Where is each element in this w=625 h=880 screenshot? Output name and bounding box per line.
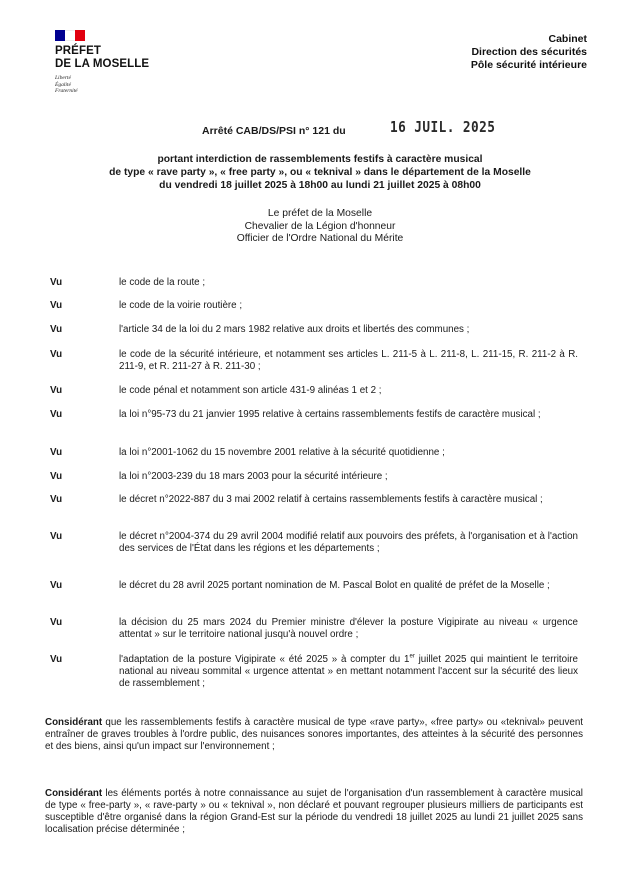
vu-label: Vu <box>50 580 63 591</box>
arrete-number: Arrêté CAB/DS/PSI n° 121 du <box>202 125 346 137</box>
visa-text: la loi n°2001-1062 du 15 novembre 2001 relative à la sécurité quotidienne ; <box>119 447 445 458</box>
visa-text: le code de la sécurité intérieure, et notamment ses articles L. 211-5 à L. 211-8, L. 211-15, R. 211-2 à R. 211-9, et R. 211-27 à R. 211-30 ; <box>119 349 578 372</box>
visa-item <box>50 277 578 289</box>
visa-item <box>50 300 578 312</box>
considerant-paragraph <box>45 717 583 753</box>
visa-text: la loi n°2003-239 du 18 mars 2003 pour la sécurité intérieure ; <box>119 471 388 482</box>
visa-item <box>50 447 578 459</box>
considerant-text: que les rassemblements festifs à caractère musical de type «rave party», «free party» ou «teknival» peuvent entraîner de graves troubles à l'ordre public, des nuisances sonores importantes, des atteintes à la sécurité des personnes et des biens, ainsi qu'un impact sur l'environnement ; <box>45 717 583 752</box>
visa-item <box>50 617 578 641</box>
visa-text-superscript: er <box>409 653 415 660</box>
visa-text-part-1: l'adaptation de la posture Vigipirate « été 2025 » à compter du 1 <box>119 654 410 665</box>
prefect-line-3: Officier de l'Ordre National du Mérite <box>236 233 404 244</box>
vu-label: Vu <box>50 385 63 396</box>
service-line-1: Cabinet <box>548 33 587 45</box>
visa-text: le code de la route ; <box>119 277 206 288</box>
republic-motto <box>55 75 149 95</box>
vu-label: Vu <box>50 494 63 505</box>
motto-egalite: Égalité <box>55 81 71 88</box>
visa-text: le code de la voirie routière ; <box>119 300 243 311</box>
logo-line-1: PRÉFET <box>55 45 101 57</box>
vu-label: Vu <box>50 654 63 665</box>
visa-text <box>119 654 578 690</box>
visa-item <box>50 654 578 690</box>
visa-text: le décret du 28 avril 2025 portant nomination de M. Pascal Bolot en qualité de préfet de la Moselle ; <box>119 580 550 591</box>
visa-item <box>50 471 578 483</box>
visa-text: la loi n°95-73 du 21 janvier 1995 relative à certains rassemblements festifs de caractère musical ; <box>119 409 541 420</box>
visa-item <box>50 385 578 397</box>
visa-item <box>50 494 578 506</box>
visa-text-part-2: juillet 2025 qui maintient le territoire national au niveau sommital « urgence attentat » en mettant notamment l'accent sur la sécurité des lieux de rassemblement ; <box>119 654 578 689</box>
visa-text: la décision du 25 mars 2024 du Premier ministre d'élever la posture Vigipirate au niveau « urgence attentat » sur le territoire national jusqu'à nouvel ordre ; <box>119 617 578 640</box>
prefecture-logo <box>55 30 149 95</box>
arrete-title <box>40 153 600 192</box>
vu-label: Vu <box>50 409 63 420</box>
visa-item <box>50 531 578 555</box>
considerant-label: Considérant <box>45 717 103 728</box>
considerant-paragraph <box>45 788 583 836</box>
prefect-line-2: Chevalier de la Légion d'honneur <box>244 220 396 232</box>
visa-item <box>50 580 578 592</box>
service-header <box>471 33 587 72</box>
prefect-line-1: Le préfet de la Moselle <box>267 208 373 219</box>
visa-item <box>50 349 578 373</box>
prefect-signature-block <box>40 208 600 246</box>
vu-label: Vu <box>50 531 63 542</box>
vu-label: Vu <box>50 277 63 288</box>
visa-item <box>50 324 578 336</box>
vu-label: Vu <box>50 349 63 360</box>
logo-line-2: DE LA MOSELLE <box>55 58 150 70</box>
visa-text: le décret n°2022-887 du 3 mai 2002 relatif à certains rassemblements festifs à caractère musical ; <box>119 494 543 505</box>
date-stamp: 16 JUIL. 2025 <box>390 118 496 136</box>
title-line-2: de type « rave party », « free party », ou « teknival » dans le département de la Moselle <box>109 167 531 178</box>
vu-label: Vu <box>50 300 63 311</box>
motto-liberte: Liberté <box>55 75 71 81</box>
vu-label: Vu <box>50 447 63 458</box>
visa-text: le décret n°2004-374 du 29 avril 2004 modifié relatif aux pouvoirs des préfets, à l'organisation et à l'action des services de l'État dans les régions et les départements ; <box>119 531 578 554</box>
considerant-text: les éléments portés à notre connaissance au sujet de l'organisation d'un rassemblement à caractère musical de type « free-party », « rave-party » ou « teknival », non déclaré et pouvant regrouper plusieurs milliers de participants est susceptible d'être organisé dans la région Grand-Est sur la période du vendredi 18 juillet 2025 au lundi 21 juillet 2025 sans localisation précise déterminée ; <box>45 788 583 835</box>
considerant-label: Considérant <box>45 788 103 799</box>
title-line-3: du vendredi 18 juillet 2025 à 18h00 au lundi 21 juillet 2025 à 08h00 <box>159 180 481 191</box>
visa-item <box>50 409 578 421</box>
service-line-3: Pôle sécurité intérieure <box>470 59 587 71</box>
visa-text: le code pénal et notamment son article 431-9 alinéas 1 et 2 ; <box>119 385 382 396</box>
title-line-1: portant interdiction de rassemblements festifs à caractère musical <box>157 154 483 165</box>
vu-label: Vu <box>50 617 63 628</box>
french-flag-icon <box>55 30 85 41</box>
vu-label: Vu <box>50 324 63 335</box>
vu-label: Vu <box>50 471 63 482</box>
motto-fraternite: Fraternité <box>55 88 78 94</box>
service-line-2: Direction des sécurités <box>471 46 587 58</box>
visa-text: l'article 34 de la loi du 2 mars 1982 relative aux droits et libertés des communes ; <box>119 324 470 335</box>
logo-title <box>55 45 149 71</box>
